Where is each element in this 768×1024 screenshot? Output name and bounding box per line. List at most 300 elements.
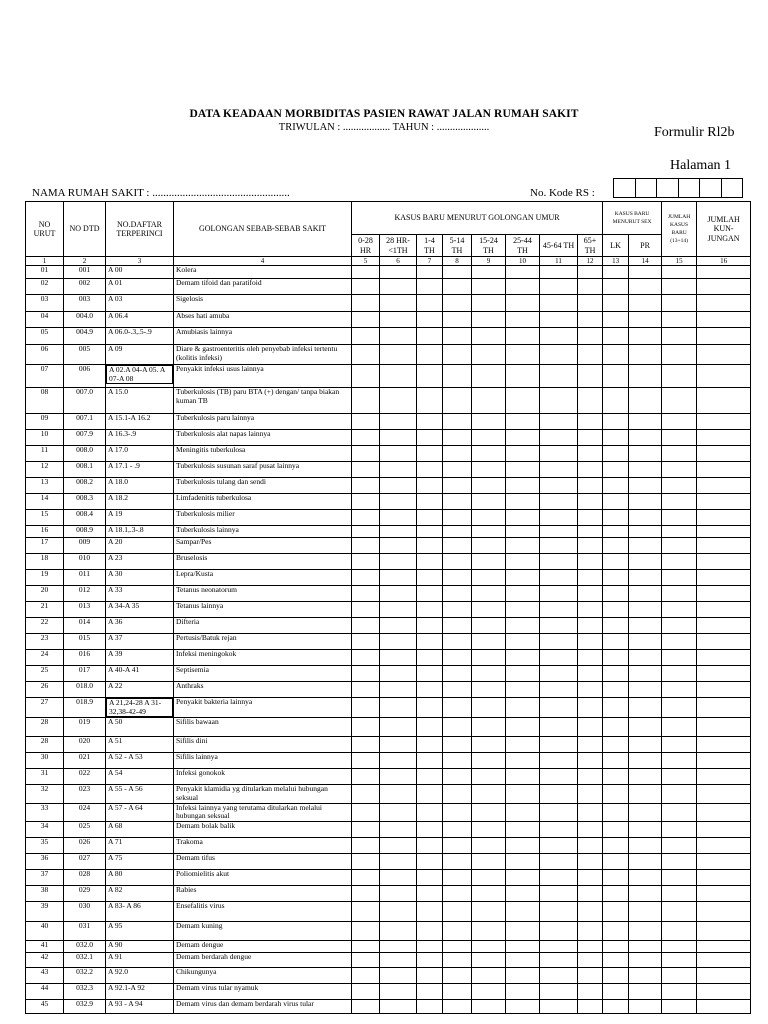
entry-cell[interactable] — [578, 446, 603, 462]
entry-cell[interactable] — [578, 478, 603, 494]
entry-cell[interactable] — [472, 921, 506, 940]
entry-cell[interactable] — [603, 345, 629, 365]
entry-cell[interactable] — [578, 869, 603, 885]
entry-cell[interactable] — [443, 682, 472, 698]
entry-cell[interactable] — [662, 769, 697, 785]
entry-cell[interactable] — [472, 650, 506, 666]
entry-cell[interactable] — [662, 586, 697, 602]
entry-cell[interactable] — [540, 869, 578, 885]
entry-cell[interactable] — [540, 753, 578, 769]
entry-cell[interactable] — [603, 462, 629, 478]
entry-cell[interactable] — [472, 279, 506, 295]
entry-cell[interactable] — [662, 718, 697, 737]
entry-cell[interactable] — [472, 345, 506, 365]
entry-cell[interactable] — [417, 666, 443, 682]
entry-cell[interactable] — [472, 785, 506, 803]
entry-cell[interactable] — [578, 718, 603, 737]
entry-cell[interactable] — [380, 869, 417, 885]
entry-cell[interactable] — [578, 837, 603, 853]
entry-cell[interactable] — [662, 901, 697, 921]
entry-cell[interactable] — [578, 769, 603, 785]
entry-cell[interactable] — [540, 921, 578, 940]
entry-cell[interactable] — [380, 602, 417, 618]
entry-cell[interactable] — [662, 952, 697, 967]
entry-cell[interactable] — [697, 510, 751, 526]
entry-cell[interactable] — [380, 650, 417, 666]
entry-cell[interactable] — [603, 650, 629, 666]
entry-cell[interactable] — [662, 682, 697, 698]
entry-cell[interactable] — [417, 345, 443, 365]
entry-cell[interactable] — [540, 430, 578, 446]
entry-cell[interactable] — [506, 345, 540, 365]
entry-cell[interactable] — [472, 266, 506, 279]
entry-cell[interactable] — [506, 737, 540, 753]
entry-cell[interactable] — [380, 634, 417, 650]
entry-cell[interactable] — [603, 279, 629, 295]
entry-cell[interactable] — [380, 983, 417, 999]
entry-cell[interactable] — [506, 885, 540, 901]
entry-cell[interactable] — [629, 901, 662, 921]
entry-cell[interactable] — [472, 510, 506, 526]
entry-cell[interactable] — [443, 430, 472, 446]
entry-cell[interactable] — [662, 446, 697, 462]
entry-cell[interactable] — [629, 650, 662, 666]
entry-cell[interactable] — [578, 634, 603, 650]
entry-cell[interactable] — [352, 634, 380, 650]
entry-cell[interactable] — [352, 983, 380, 999]
entry-cell[interactable] — [540, 510, 578, 526]
entry-cell[interactable] — [380, 885, 417, 901]
entry-cell[interactable] — [578, 682, 603, 698]
entry-cell[interactable] — [352, 618, 380, 634]
entry-cell[interactable] — [603, 586, 629, 602]
entry-cell[interactable] — [578, 737, 603, 753]
entry-cell[interactable] — [443, 718, 472, 737]
entry-cell[interactable] — [417, 602, 443, 618]
entry-cell[interactable] — [540, 586, 578, 602]
entry-cell[interactable] — [352, 586, 380, 602]
entry-cell[interactable] — [506, 388, 540, 414]
entry-cell[interactable] — [603, 538, 629, 554]
entry-cell[interactable] — [506, 266, 540, 279]
entry-cell[interactable] — [629, 940, 662, 952]
entry-cell[interactable] — [506, 769, 540, 785]
entry-cell[interactable] — [629, 328, 662, 345]
entry-cell[interactable] — [506, 510, 540, 526]
entry-cell[interactable] — [603, 570, 629, 586]
entry-cell[interactable] — [697, 554, 751, 570]
entry-cell[interactable] — [697, 837, 751, 853]
entry-cell[interactable] — [443, 526, 472, 538]
entry-cell[interactable] — [540, 967, 578, 983]
entry-cell[interactable] — [662, 462, 697, 478]
entry-cell[interactable] — [540, 837, 578, 853]
entry-cell[interactable] — [578, 952, 603, 967]
entry-cell[interactable] — [578, 698, 603, 718]
entry-cell[interactable] — [352, 365, 380, 388]
entry-cell[interactable] — [506, 446, 540, 462]
entry-cell[interactable] — [417, 365, 443, 388]
entry-cell[interactable] — [352, 940, 380, 952]
entry-cell[interactable] — [603, 983, 629, 999]
entry-cell[interactable] — [352, 837, 380, 853]
entry-cell[interactable] — [380, 785, 417, 803]
entry-cell[interactable] — [380, 940, 417, 952]
entry-cell[interactable] — [380, 446, 417, 462]
entry-cell[interactable] — [629, 999, 662, 1013]
entry-cell[interactable] — [629, 967, 662, 983]
entry-cell[interactable] — [443, 328, 472, 345]
entry-cell[interactable] — [629, 279, 662, 295]
entry-cell[interactable] — [380, 921, 417, 940]
entry-cell[interactable] — [506, 462, 540, 478]
entry-cell[interactable] — [472, 983, 506, 999]
entry-cell[interactable] — [472, 853, 506, 869]
entry-cell[interactable] — [352, 345, 380, 365]
entry-cell[interactable] — [540, 526, 578, 538]
entry-cell[interactable] — [443, 769, 472, 785]
entry-cell[interactable] — [443, 478, 472, 494]
entry-cell[interactable] — [506, 650, 540, 666]
entry-cell[interactable] — [472, 666, 506, 682]
entry-cell[interactable] — [472, 494, 506, 510]
entry-cell[interactable] — [697, 650, 751, 666]
entry-cell[interactable] — [443, 940, 472, 952]
entry-cell[interactable] — [578, 510, 603, 526]
entry-cell[interactable] — [662, 940, 697, 952]
entry-cell[interactable] — [352, 737, 380, 753]
entry-cell[interactable] — [697, 769, 751, 785]
entry-cell[interactable] — [540, 666, 578, 682]
entry-cell[interactable] — [629, 769, 662, 785]
entry-cell[interactable] — [472, 737, 506, 753]
entry-cell[interactable] — [380, 718, 417, 737]
entry-cell[interactable] — [472, 869, 506, 885]
entry-cell[interactable] — [380, 901, 417, 921]
entry-cell[interactable] — [603, 446, 629, 462]
entry-cell[interactable] — [380, 737, 417, 753]
entry-cell[interactable] — [629, 312, 662, 328]
entry-cell[interactable] — [603, 737, 629, 753]
entry-cell[interactable] — [352, 446, 380, 462]
entry-cell[interactable] — [472, 414, 506, 430]
entry-cell[interactable] — [443, 586, 472, 602]
entry-cell[interactable] — [443, 853, 472, 869]
entry-cell[interactable] — [506, 478, 540, 494]
entry-cell[interactable] — [603, 510, 629, 526]
entry-cell[interactable] — [578, 753, 603, 769]
entry-cell[interactable] — [662, 650, 697, 666]
entry-cell[interactable] — [417, 295, 443, 312]
entry-cell[interactable] — [380, 266, 417, 279]
entry-cell[interactable] — [603, 869, 629, 885]
entry-cell[interactable] — [603, 554, 629, 570]
entry-cell[interactable] — [540, 266, 578, 279]
entry-cell[interactable] — [506, 853, 540, 869]
entry-cell[interactable] — [629, 554, 662, 570]
entry-cell[interactable] — [352, 869, 380, 885]
entry-cell[interactable] — [697, 718, 751, 737]
entry-cell[interactable] — [443, 901, 472, 921]
entry-cell[interactable] — [629, 921, 662, 940]
entry-cell[interactable] — [352, 821, 380, 837]
entry-cell[interactable] — [662, 430, 697, 446]
entry-cell[interactable] — [506, 718, 540, 737]
entry-cell[interactable] — [380, 365, 417, 388]
entry-cell[interactable] — [697, 430, 751, 446]
entry-cell[interactable] — [506, 554, 540, 570]
entry-cell[interactable] — [540, 462, 578, 478]
entry-cell[interactable] — [540, 901, 578, 921]
entry-cell[interactable] — [352, 769, 380, 785]
entry-cell[interactable] — [629, 526, 662, 538]
entry-cell[interactable] — [540, 554, 578, 570]
entry-cell[interactable] — [472, 718, 506, 737]
entry-cell[interactable] — [380, 570, 417, 586]
entry-cell[interactable] — [629, 753, 662, 769]
entry-cell[interactable] — [603, 388, 629, 414]
entry-cell[interactable] — [578, 266, 603, 279]
entry-cell[interactable] — [443, 462, 472, 478]
entry-cell[interactable] — [578, 554, 603, 570]
entry-cell[interactable] — [629, 478, 662, 494]
entry-cell[interactable] — [352, 295, 380, 312]
entry-cell[interactable] — [629, 446, 662, 462]
entry-cell[interactable] — [472, 837, 506, 853]
entry-cell[interactable] — [662, 885, 697, 901]
entry-cell[interactable] — [540, 279, 578, 295]
entry-cell[interactable] — [578, 940, 603, 952]
entry-cell[interactable] — [540, 682, 578, 698]
entry-cell[interactable] — [629, 803, 662, 821]
entry-cell[interactable] — [417, 967, 443, 983]
entry-cell[interactable] — [662, 999, 697, 1013]
entry-cell[interactable] — [697, 462, 751, 478]
entry-cell[interactable] — [540, 634, 578, 650]
entry-cell[interactable] — [540, 821, 578, 837]
entry-cell[interactable] — [352, 526, 380, 538]
entry-cell[interactable] — [443, 446, 472, 462]
entry-cell[interactable] — [540, 618, 578, 634]
entry-cell[interactable] — [629, 538, 662, 554]
entry-cell[interactable] — [662, 634, 697, 650]
entry-cell[interactable] — [352, 921, 380, 940]
entry-cell[interactable] — [417, 869, 443, 885]
entry-cell[interactable] — [603, 999, 629, 1013]
entry-cell[interactable] — [443, 698, 472, 718]
entry-cell[interactable] — [352, 266, 380, 279]
entry-cell[interactable] — [540, 803, 578, 821]
entry-cell[interactable] — [662, 388, 697, 414]
entry-cell[interactable] — [697, 345, 751, 365]
entry-cell[interactable] — [472, 769, 506, 785]
entry-cell[interactable] — [578, 414, 603, 430]
entry-cell[interactable] — [578, 462, 603, 478]
entry-cell[interactable] — [443, 414, 472, 430]
entry-cell[interactable] — [603, 921, 629, 940]
entry-cell[interactable] — [506, 901, 540, 921]
entry-cell[interactable] — [472, 901, 506, 921]
entry-cell[interactable] — [540, 853, 578, 869]
entry-cell[interactable] — [662, 618, 697, 634]
entry-cell[interactable] — [697, 295, 751, 312]
entry-cell[interactable] — [380, 682, 417, 698]
entry-cell[interactable] — [380, 462, 417, 478]
entry-cell[interactable] — [603, 365, 629, 388]
entry-cell[interactable] — [472, 634, 506, 650]
entry-cell[interactable] — [540, 940, 578, 952]
entry-cell[interactable] — [662, 295, 697, 312]
entry-cell[interactable] — [472, 952, 506, 967]
entry-cell[interactable] — [629, 430, 662, 446]
entry-cell[interactable] — [443, 737, 472, 753]
entry-cell[interactable] — [506, 682, 540, 698]
entry-cell[interactable] — [578, 650, 603, 666]
entry-cell[interactable] — [417, 554, 443, 570]
entry-cell[interactable] — [603, 414, 629, 430]
entry-cell[interactable] — [603, 266, 629, 279]
entry-cell[interactable] — [506, 365, 540, 388]
entry-cell[interactable] — [506, 618, 540, 634]
entry-cell[interactable] — [697, 365, 751, 388]
entry-cell[interactable] — [603, 901, 629, 921]
entry-cell[interactable] — [603, 526, 629, 538]
entry-cell[interactable] — [506, 430, 540, 446]
entry-cell[interactable] — [380, 328, 417, 345]
entry-cell[interactable] — [417, 634, 443, 650]
entry-cell[interactable] — [662, 414, 697, 430]
entry-cell[interactable] — [662, 698, 697, 718]
entry-cell[interactable] — [603, 803, 629, 821]
entry-cell[interactable] — [380, 821, 417, 837]
entry-cell[interactable] — [697, 967, 751, 983]
entry-cell[interactable] — [697, 414, 751, 430]
entry-cell[interactable] — [417, 785, 443, 803]
entry-cell[interactable] — [380, 388, 417, 414]
entry-cell[interactable] — [472, 365, 506, 388]
entry-cell[interactable] — [380, 414, 417, 430]
entry-cell[interactable] — [697, 279, 751, 295]
entry-cell[interactable] — [443, 983, 472, 999]
entry-cell[interactable] — [662, 570, 697, 586]
entry-cell[interactable] — [380, 853, 417, 869]
entry-cell[interactable] — [443, 837, 472, 853]
entry-cell[interactable] — [443, 869, 472, 885]
entry-cell[interactable] — [352, 785, 380, 803]
entry-cell[interactable] — [417, 821, 443, 837]
entry-cell[interactable] — [506, 526, 540, 538]
entry-cell[interactable] — [697, 821, 751, 837]
entry-cell[interactable] — [352, 430, 380, 446]
entry-cell[interactable] — [629, 295, 662, 312]
entry-cell[interactable] — [417, 885, 443, 901]
entry-cell[interactable] — [578, 821, 603, 837]
entry-cell[interactable] — [603, 853, 629, 869]
entry-cell[interactable] — [380, 312, 417, 328]
entry-cell[interactable] — [352, 952, 380, 967]
entry-cell[interactable] — [578, 967, 603, 983]
entry-cell[interactable] — [352, 279, 380, 295]
entry-cell[interactable] — [629, 837, 662, 853]
entry-cell[interactable] — [629, 869, 662, 885]
entry-cell[interactable] — [506, 570, 540, 586]
entry-cell[interactable] — [506, 328, 540, 345]
entry-cell[interactable] — [578, 983, 603, 999]
entry-cell[interactable] — [603, 785, 629, 803]
entry-cell[interactable] — [697, 266, 751, 279]
entry-cell[interactable] — [540, 983, 578, 999]
entry-cell[interactable] — [443, 803, 472, 821]
entry-cell[interactable] — [506, 921, 540, 940]
entry-cell[interactable] — [472, 682, 506, 698]
entry-cell[interactable] — [603, 952, 629, 967]
entry-cell[interactable] — [380, 666, 417, 682]
entry-cell[interactable] — [472, 967, 506, 983]
entry-cell[interactable] — [540, 769, 578, 785]
entry-cell[interactable] — [417, 526, 443, 538]
entry-cell[interactable] — [629, 666, 662, 682]
entry-cell[interactable] — [443, 821, 472, 837]
entry-cell[interactable] — [603, 769, 629, 785]
entry-cell[interactable] — [540, 328, 578, 345]
entry-cell[interactable] — [506, 999, 540, 1013]
entry-cell[interactable] — [603, 967, 629, 983]
entry-cell[interactable] — [380, 279, 417, 295]
entry-cell[interactable] — [697, 869, 751, 885]
entry-cell[interactable] — [629, 602, 662, 618]
entry-cell[interactable] — [472, 940, 506, 952]
entry-cell[interactable] — [662, 478, 697, 494]
entry-cell[interactable] — [443, 634, 472, 650]
entry-cell[interactable] — [603, 885, 629, 901]
entry-cell[interactable] — [540, 388, 578, 414]
entry-cell[interactable] — [506, 753, 540, 769]
entry-cell[interactable] — [506, 586, 540, 602]
entry-cell[interactable] — [417, 718, 443, 737]
entry-cell[interactable] — [443, 554, 472, 570]
entry-cell[interactable] — [540, 570, 578, 586]
entry-cell[interactable] — [578, 279, 603, 295]
entry-cell[interactable] — [443, 952, 472, 967]
entry-cell[interactable] — [417, 753, 443, 769]
entry-cell[interactable] — [506, 634, 540, 650]
entry-cell[interactable] — [540, 538, 578, 554]
entry-cell[interactable] — [443, 785, 472, 803]
entry-cell[interactable] — [380, 345, 417, 365]
entry-cell[interactable] — [697, 666, 751, 682]
entry-cell[interactable] — [472, 753, 506, 769]
entry-cell[interactable] — [380, 967, 417, 983]
entry-cell[interactable] — [662, 737, 697, 753]
entry-cell[interactable] — [417, 803, 443, 821]
entry-cell[interactable] — [697, 901, 751, 921]
entry-cell[interactable] — [352, 666, 380, 682]
entry-cell[interactable] — [697, 737, 751, 753]
entry-cell[interactable] — [662, 328, 697, 345]
entry-cell[interactable] — [443, 921, 472, 940]
entry-cell[interactable] — [352, 602, 380, 618]
entry-cell[interactable] — [662, 538, 697, 554]
entry-cell[interactable] — [603, 666, 629, 682]
entry-cell[interactable] — [629, 345, 662, 365]
entry-cell[interactable] — [506, 602, 540, 618]
entry-cell[interactable] — [697, 494, 751, 510]
entry-cell[interactable] — [629, 570, 662, 586]
entry-cell[interactable] — [578, 570, 603, 586]
entry-cell[interactable] — [629, 634, 662, 650]
entry-cell[interactable] — [417, 279, 443, 295]
entry-cell[interactable] — [380, 952, 417, 967]
